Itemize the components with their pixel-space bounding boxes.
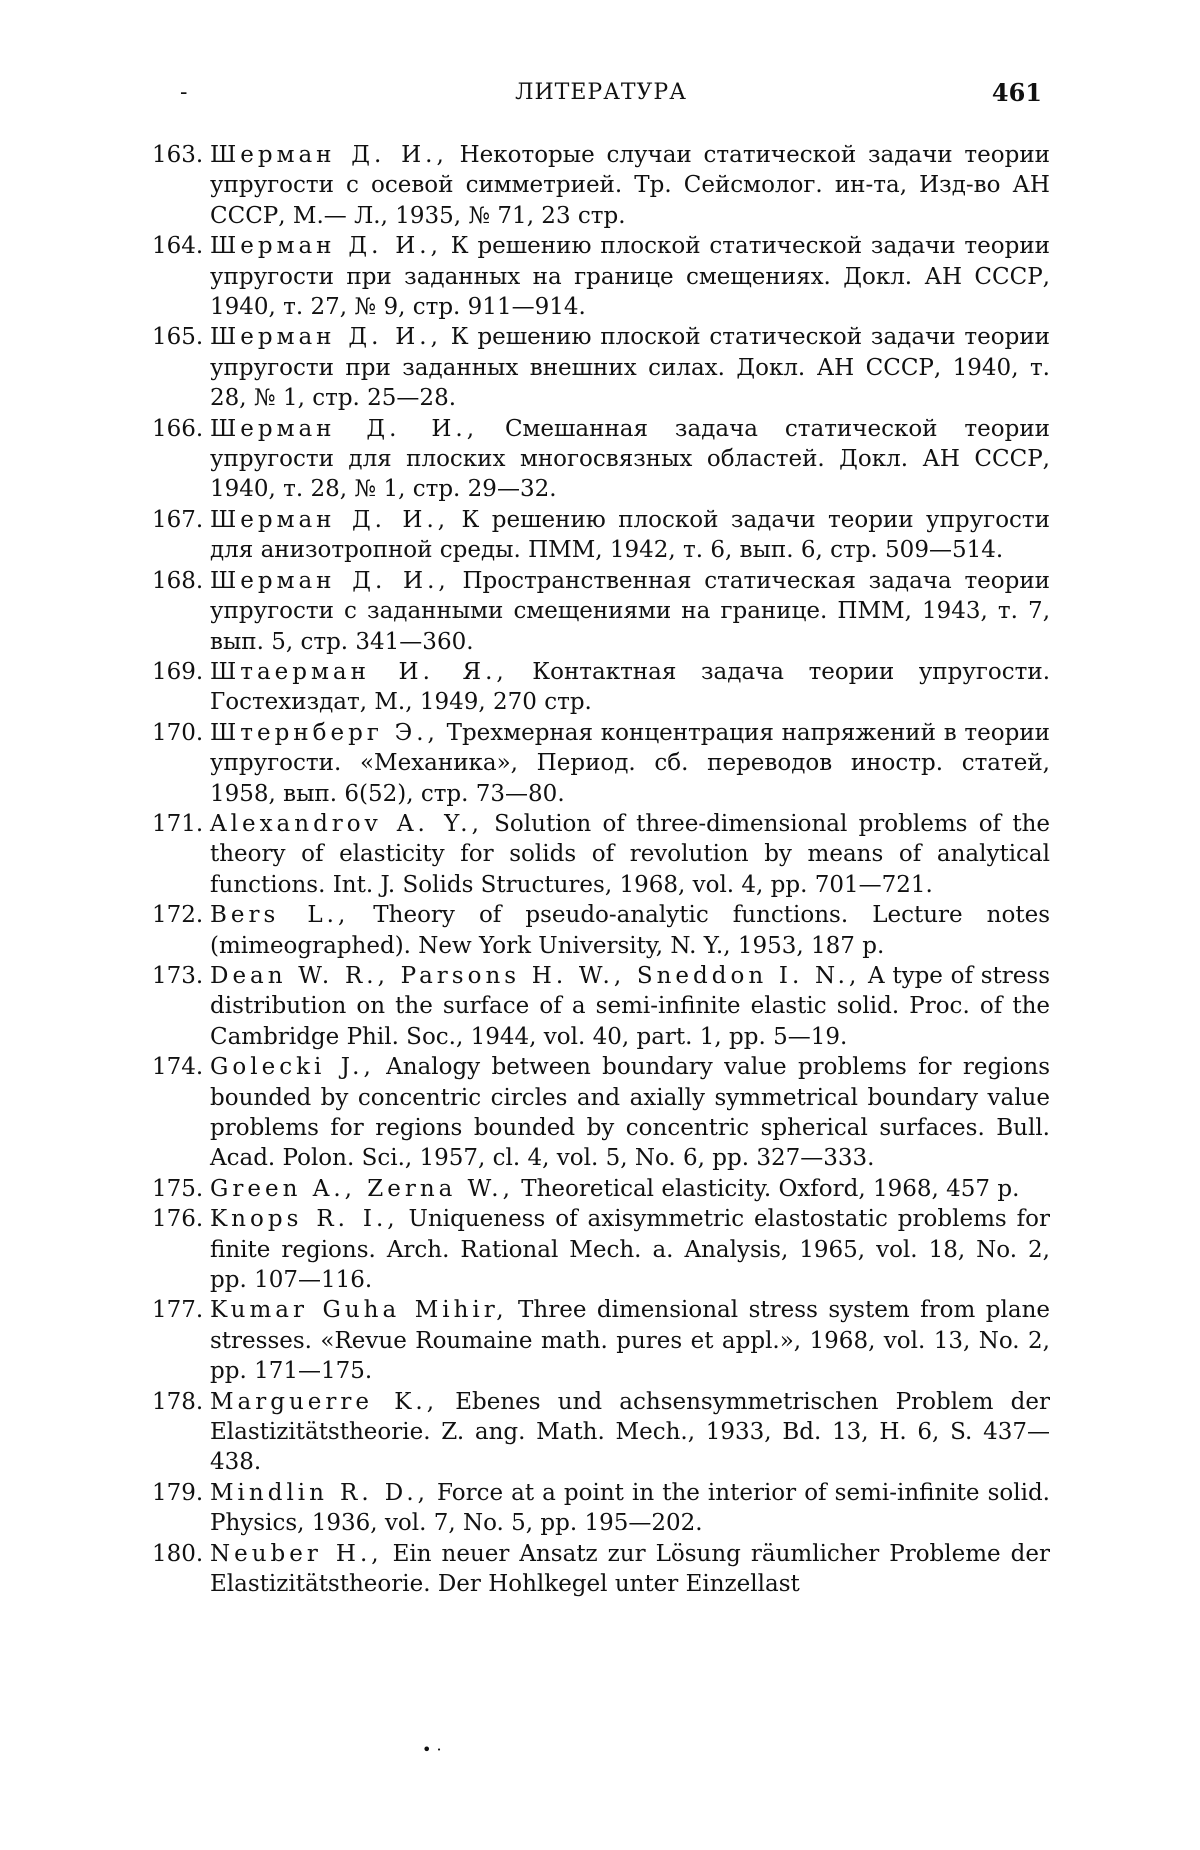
reference-citation: Ein neuer Ansatz zur Lösung räumlicher Probleme der Elastizitätstheorie. Der Hohlkegel unter Einzellast	[210, 1540, 1050, 1598]
reference-entry	[152, 657, 1050, 718]
reference-entry	[152, 1204, 1050, 1295]
reference-number: 169.	[152, 658, 204, 685]
reference-text	[210, 414, 1050, 505]
reference-author: Шерман Д. И.,	[210, 506, 450, 533]
reference-number: 180.	[152, 1540, 204, 1567]
reference-text	[210, 566, 1050, 657]
reference-entry	[152, 1052, 1050, 1174]
reference-author: Neuber H.,	[210, 1540, 383, 1567]
reference-text	[210, 505, 1050, 566]
reference-text	[210, 1204, 1050, 1295]
reference-text	[210, 140, 1050, 231]
reference-citation: К решению плоской статической задачи теории упругости при заданных внешних силах. Докл. АН СССР, 1940, т. 28, № 1, стр. 25—28.	[210, 324, 1050, 412]
reference-author: Golecki J.,	[210, 1054, 375, 1081]
reference-number: 173.	[152, 962, 204, 989]
reference-entry	[152, 900, 1050, 961]
reference-text	[210, 1539, 1050, 1600]
reference-citation: К решению плоской задачи теории упругости для анизотропной среды. ПММ, 1942, т. 6, вып. 6, стр. 509—514.	[210, 506, 1050, 564]
reference-author: Шерман Д. И.,	[210, 415, 479, 442]
footer-mark: • ·	[422, 1740, 442, 1759]
reference-number: 165.	[152, 324, 204, 351]
reference-citation: Контактная задача теории упругости. Гостехиздат, М., 1949, 270 стр.	[210, 658, 1051, 716]
reference-entry	[152, 809, 1050, 900]
reference-number: 170.	[152, 719, 204, 746]
reference-entry	[152, 1539, 1050, 1600]
reference-citation: Theoretical elasticity. Oxford, 1968, 457 p.	[513, 1175, 1020, 1202]
reference-number: 164.	[152, 233, 204, 260]
reference-number: 174.	[152, 1054, 204, 1081]
reference-entry	[152, 1387, 1050, 1478]
reference-text	[210, 231, 1050, 322]
reference-number: 163.	[152, 142, 204, 168]
reference-text	[210, 809, 1050, 900]
reference-number: 179.	[152, 1479, 204, 1506]
reference-text	[210, 961, 1050, 1052]
reference-author: Mindlin R. D.,	[210, 1479, 429, 1506]
reference-number: 168.	[152, 567, 204, 594]
reference-author: Alexandrov A. Y.,	[210, 810, 483, 837]
reference-entry	[152, 414, 1050, 505]
reference-text	[210, 900, 1050, 961]
reference-author: Marguerre K.,	[210, 1388, 439, 1415]
reference-entry	[152, 718, 1050, 809]
reference-text	[210, 1295, 1050, 1386]
reference-number: 166.	[152, 415, 204, 442]
reference-entry	[152, 322, 1050, 413]
reference-text	[210, 657, 1050, 718]
reference-citation: Трехмерная концентрация напряжений в теории упругости. «Механика», Период. сб. переводов иностр. статей, 1958, вып. 6(52), стр. 73—80.	[210, 719, 1050, 807]
reference-text	[210, 322, 1050, 413]
reference-text	[210, 1478, 1050, 1539]
reference-citation: Некоторые случаи статической задачи теории упругости с осевой симметрией. Тр. Сейсмолог. ин-та, Изд-во АН СССР, М.— Л., 1935, № 71, 23 стр.	[210, 142, 1050, 229]
reference-number: 176.	[152, 1206, 204, 1233]
reference-citation: Three dimensional stress system from plane stresses. «Revue Roumaine math. pures et appl.», 1968, vol. 13, No. 2, pp. 171—175.	[210, 1297, 1050, 1385]
reference-number: 177.	[152, 1297, 204, 1324]
reference-author: Green A., Zerna W.,	[210, 1175, 514, 1202]
reference-entry	[152, 231, 1050, 322]
reference-number: 172.	[152, 902, 204, 929]
reference-number: 167.	[152, 506, 204, 533]
reference-citation: Смешанная задача статической теории упругости для плоских многосвязных областей. Докл. АН СССР, 1940, т. 28, № 1, стр. 29—32.	[210, 415, 1050, 503]
reference-author: Шерман Д. И.,	[210, 233, 442, 260]
header-title: ЛИТЕРАТУРА	[515, 80, 687, 105]
reference-citation: Analogy between boundary value problems for regions bounded by concentric circles and axially symmetrical boundary value problems for regions bounded by concentric spherical surfaces. Bull. Acad. Polon. Sci., 1957, cl. 4, vol. 5, No. 6, pp. 327—333.	[210, 1054, 1050, 1172]
reference-citation: Uniqueness of axisymmetric elastostatic problems for finite regions. Arch. Rational Mech. a. Analysis, 1965, vol. 18, No. 2, pp. 107—116.	[210, 1206, 1050, 1294]
reference-citation: Theory of pseudo-analytic functions. Lecture notes (mimeographed). New York University, N. Y., 1953, 187 p.	[210, 902, 1050, 959]
reference-citation: Ebenes und achsensymmetrischen Problem der Elastizitätstheorie. Z. ang. Math. Mech., 1933, Bd. 13, H. 6, S. 437—438.	[210, 1388, 1050, 1476]
reference-citation: Solution of three-dimensional problems of the theory of elasticity for solids of revolution by means of analytical functions. Int. J. Solids Structures, 1968, vol. 4, pp. 701—721.	[210, 810, 1050, 898]
running-header	[152, 78, 1050, 118]
page-number: 461	[991, 78, 1042, 107]
reference-text	[210, 1387, 1050, 1478]
reference-author: Шерман Д. И.,	[210, 142, 448, 168]
reference-author: Штаерман И. Я.,	[210, 658, 508, 685]
reference-citation: К решению плоской статической задачи теории упругости при заданных на границе смещениях. Докл. АН СССР, 1940, т. 27, № 9, стр. 911—914.	[210, 233, 1050, 321]
reference-author: Шерман Д. И.,	[210, 567, 450, 594]
reference-author: Шерман Д. И.,	[210, 324, 442, 351]
header-dash: -	[180, 80, 188, 105]
reference-text	[210, 1174, 1050, 1204]
reference-author: Knops R. I.,	[210, 1206, 399, 1233]
reference-entry	[152, 1295, 1050, 1386]
reference-entry	[152, 140, 1050, 231]
reference-citation: Пространственная статическая задача теории упругости с заданными смещениями на границе. ПММ, 1943, т. 7, вып. 5, стр. 341—360.	[210, 567, 1051, 655]
reference-list	[152, 140, 1050, 1600]
reference-entry	[152, 1174, 1050, 1204]
reference-entry	[152, 505, 1050, 566]
reference-citation: Force at a point in the interior of semi-infinite solid. Physics, 1936, vol. 7, No. 5, pp. 195—202.	[210, 1479, 1050, 1537]
reference-entry	[152, 566, 1050, 657]
reference-author: Bers L.,	[210, 902, 350, 929]
reference-author: Kumar Guha Mihir,	[210, 1297, 508, 1324]
reference-number: 171.	[152, 810, 204, 837]
reference-text	[210, 718, 1050, 809]
reference-author: Штернберг Э.,	[210, 719, 439, 746]
reference-author: Dean W. R., Parsons H. W., Sneddon I. N.,	[210, 962, 861, 989]
reference-number: 175.	[152, 1175, 204, 1202]
reference-entry	[152, 961, 1050, 1052]
reference-entry	[152, 1478, 1050, 1539]
reference-number: 178.	[152, 1388, 204, 1415]
reference-text	[210, 1052, 1050, 1174]
reference-citation: A type of stress distribution on the surface of a semi-infinite elastic solid. Proc. of the Cambridge Phil. Soc., 1944, vol. 40, part. 1, pp. 5—19.	[210, 962, 1051, 1050]
